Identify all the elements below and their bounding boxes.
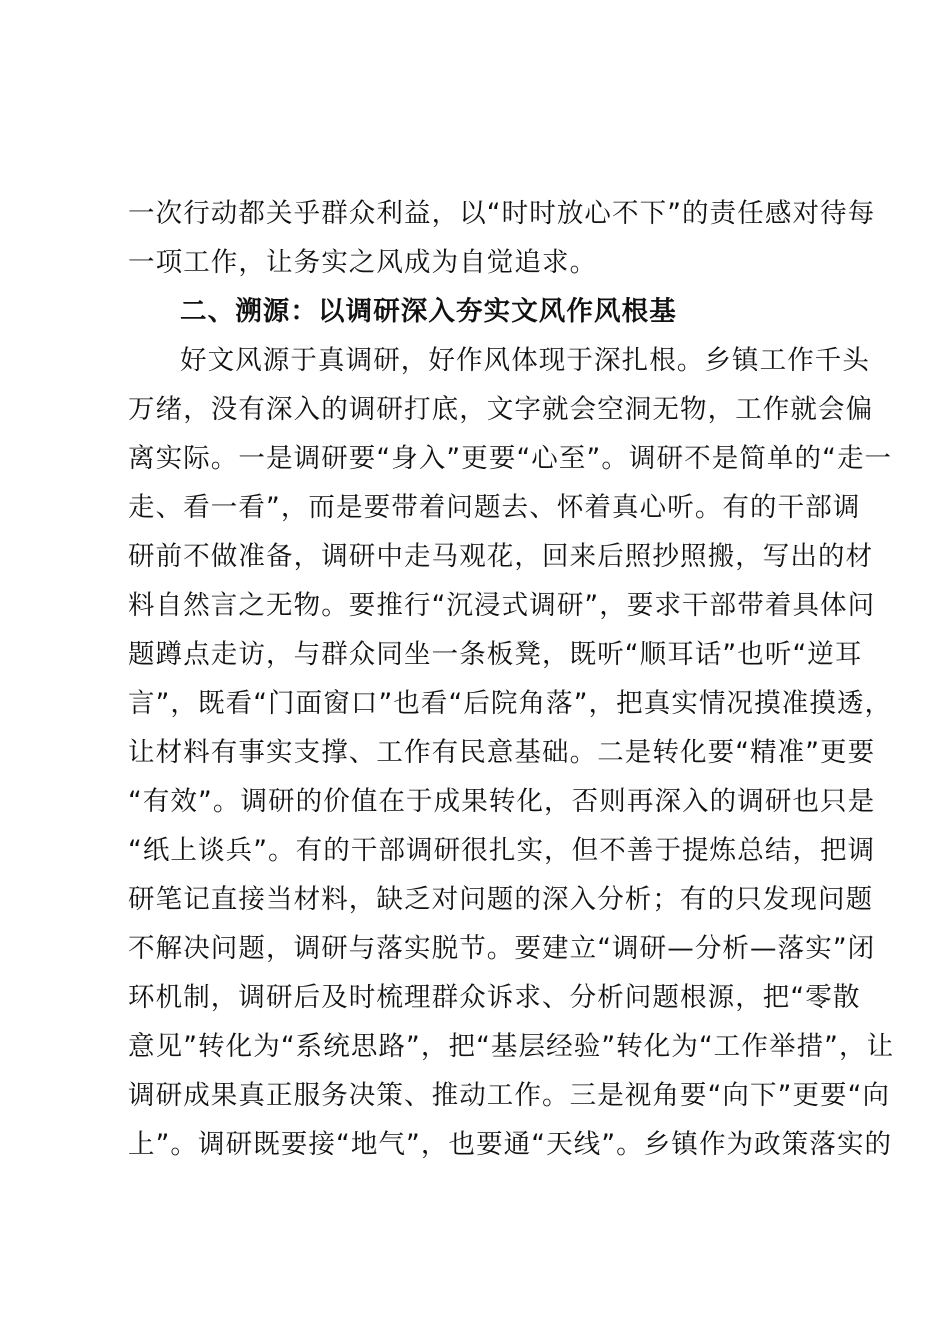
text-line: 研前不做准备，调研中走马观花，回来后照抄照搬，写出的材	[128, 541, 874, 572]
text-line: 料自然言之无物。要推行“沉浸式调研”，要求干部带着具体问	[128, 590, 876, 621]
text-line: 一次行动都关乎群众利益，以“时时放心不下”的责任感对待每	[128, 198, 876, 229]
text-line: 题蹲点走访，与群众同坐一条板凳，既听“顺耳话”也听“逆耳	[128, 639, 863, 670]
document-page	[128, 194, 895, 1174]
text-line: 意见”转化为“系统思路”，把“基层经验”转化为“工作举措”，让	[128, 1031, 895, 1062]
section-heading: 二、溯源：以调研深入夯实文风作风根基	[180, 296, 677, 327]
text-line: 离实际。一是调研要“身入”更要“心至”。调研不是简单的“走一	[128, 443, 893, 474]
text-line: 环机制，调研后及时梳理群众诉求、分析问题根源，把“零散	[128, 982, 861, 1013]
text-line: 一项工作，让务实之风成为自觉追求。	[128, 247, 598, 278]
text-line: 言”，既看“门面窗口”也看“后院角落”，把真实情况摸准摸透，	[128, 688, 893, 719]
text-line: 上”。调研既要接“地气”，也要通“天线”。乡镇作为政策落实的	[128, 1129, 893, 1160]
text-line: “有效”。调研的价值在于成果转化，否则再深入的调研也只是	[128, 786, 876, 817]
text-line: 让材料有事实支撑、工作有民意基础。二是转化要“精准”更要	[128, 737, 876, 768]
text-line: 研笔记直接当材料，缺乏对问题的深入分析；有的只发现问题	[128, 884, 874, 915]
text-line: 不解决问题，调研与落实脱节。要建立“调研—分析—落实”闭	[128, 933, 876, 964]
text-line: “纸上谈兵”。有的干部调研很扎实，但不善于提炼总结，把调	[128, 835, 876, 866]
text-line: 走、看一看”，而是要带着问题去、怀着真心听。有的干部调	[128, 492, 861, 523]
text-line: 万绪，没有深入的调研打底，文字就会空洞无物，工作就会偏	[128, 394, 874, 425]
text-line: 调研成果真正服务决策、推动工作。三是视角要“向下”更要“向	[128, 1080, 891, 1111]
paragraph-first-line: 好文风源于真调研，好作风体现于深扎根。乡镇工作千头	[180, 345, 870, 376]
